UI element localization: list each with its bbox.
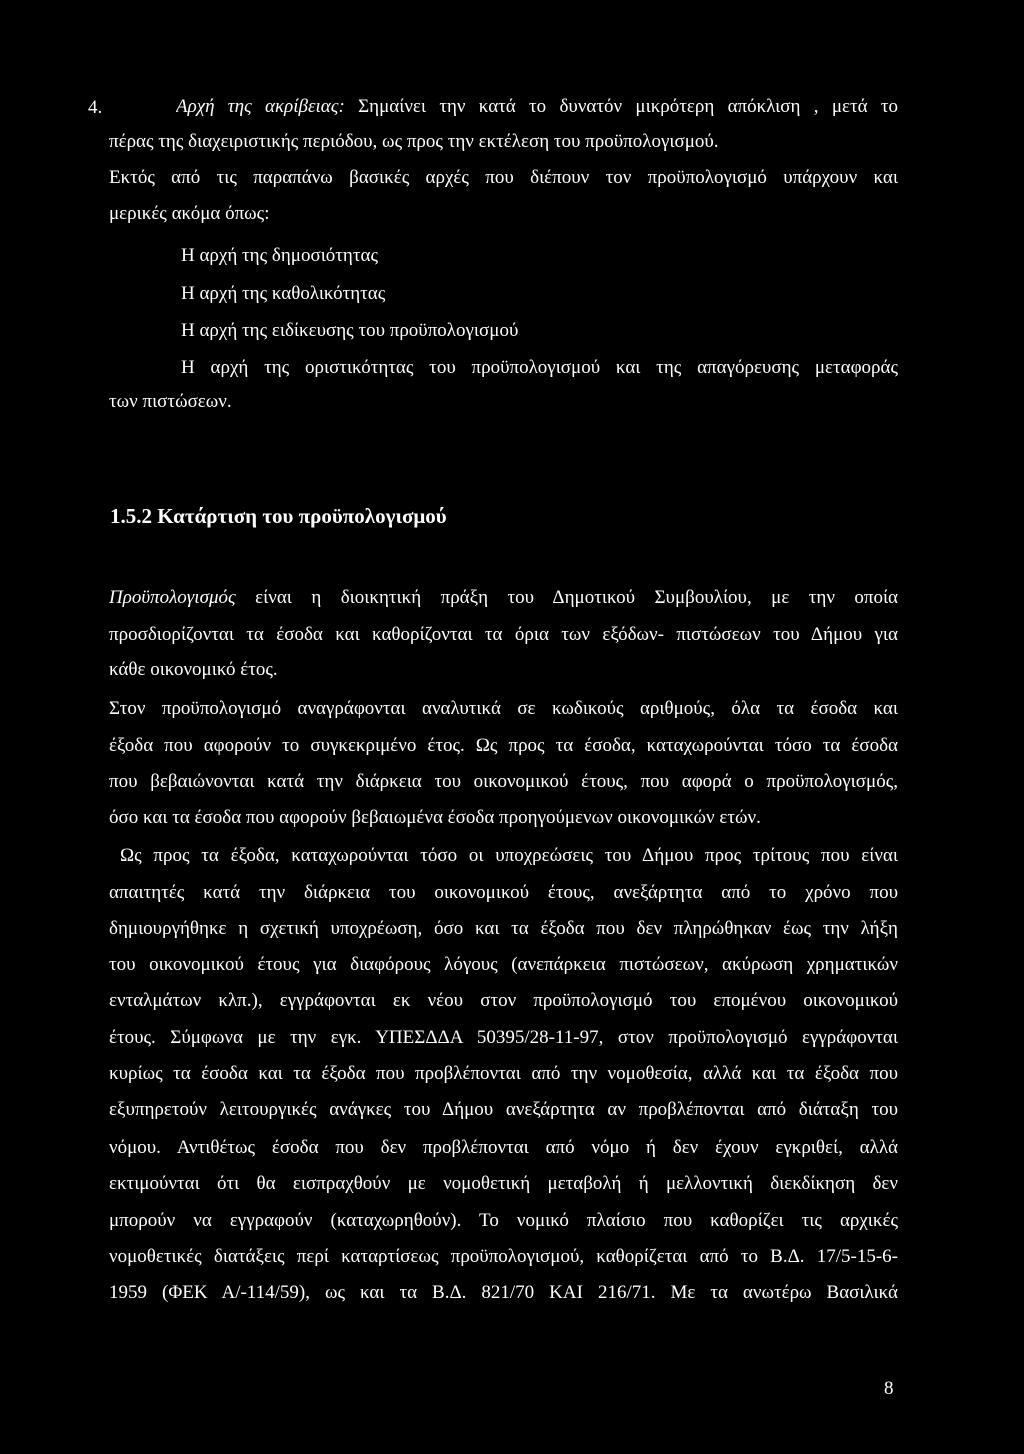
para2-line1: Στον προϋπολογισμό αναγράφονται αναλυτικά σε κωδικούς αριθμούς, όλα τα έσοδα και bbox=[109, 699, 898, 719]
para1-line2: προσδιορίζονται τα έσοδα και καθορίζονται τα όρια των εξόδων- πιστώσεων του Δήμου για bbox=[109, 625, 898, 645]
para1-text1: είναι η διοικητική πράξη του Δημοτικού Συμβουλίου, με την οποία bbox=[255, 588, 898, 608]
principle-item: Η αρχή της οριστικότητας του προϋπολογισμού και της απαγόρευσης μεταφοράς bbox=[181, 358, 898, 378]
para2-line2: έξοδα που αφορούν το συγκεκριμένο έτος. Ως προς τα έσοδα, καταχωρούνται τόσο τα έσοδα bbox=[109, 736, 898, 756]
principle-item: Η αρχή της καθολικότητας bbox=[181, 283, 386, 304]
item4-text1: Σημαίνει την κατά το δυνατόν μικρότερη απόκλιση , μετά το bbox=[358, 97, 898, 117]
para3-line12: νομοθετικές διατάξεις περί καταρτίσεως προϋπολογισμού, καθορίζεται από το Β.Δ. 17/5-15-6- bbox=[109, 1247, 898, 1267]
principle-item: Η αρχή της δημοσιότητας bbox=[181, 245, 378, 266]
item4-line2: πέρας της διαχειριστικής περιόδου, ως προς την εκτέλεση του προϋπολογισμού. bbox=[109, 131, 719, 152]
para3-line1: Ως προς τα έξοδα, καταχωρούνται τόσο οι υποχρεώσεις του Δήμου προς τρίτους που είναι bbox=[120, 846, 898, 866]
para3-line5: ενταλμάτων κλπ.), εγγράφονται εκ νέου στον προϋπολογισμό του επομένου οικονομικού bbox=[109, 991, 898, 1011]
para3-line13: 1959 (ΦΕΚ Α/-114/59), ως και τα Β.Δ. 821/70 ΚΑΙ 216/71. Με τα ανωτέρω Βασιλικά bbox=[109, 1283, 898, 1303]
para3-line4: του οικονομικού έτους για διαφόρους λόγους (ανεπάρκεια πιστώσεων, ακύρωση χρηματικών bbox=[109, 955, 898, 975]
para2-line4: όσο και τα έσοδα που αφορούν βεβαιωμένα έσοδα προηγούμενων οικονομικών ετών. bbox=[109, 807, 761, 828]
principle-item: Η αρχή της ειδίκευσης του προϋπολογισμού bbox=[181, 320, 519, 341]
page-number: 8 bbox=[884, 1378, 894, 1399]
para2-line3: που βεβαιώνονται κατά την διάρκεια του οικονομικού έτους, που αφορά ο προϋπολογισμός, bbox=[109, 772, 898, 792]
section-heading: 1.5.2 Κατάρτιση του προϋπολογισμού bbox=[110, 504, 447, 528]
principles-intro-line1: Εκτός από τις παραπάνω βασικές αρχές που διέπουν τον προϋπολογισμό υπάρχουν και bbox=[109, 168, 898, 188]
item4-label: Αρχή της ακρίβειας: bbox=[176, 97, 345, 117]
item4-line1 bbox=[176, 97, 898, 119]
para1-term: Προϋπολογισμός bbox=[109, 588, 236, 608]
para3-line8: εξυπηρετούν λειτουργικές ανάγκες του Δήμου ανεξάρτητα αν προβλέπονται από διάταξη του bbox=[109, 1100, 898, 1120]
para3-line10: εκτιμούνται ότι θα εισπραχθούν με νομοθετική μεταβολή ή μελλοντική διεκδίκηση δεν bbox=[109, 1174, 898, 1194]
para3-line7: κυρίως τα έσοδα και τα έξοδα που προβλέπονται από την νομοθεσία, αλλά και τα έξοδα που bbox=[109, 1064, 898, 1084]
item-number: 4. bbox=[88, 97, 103, 118]
para3-line11: μπορούν να εγγραφούν (καταχωρηθούν). Το νομικό πλαίσιο που καθορίζει τις αρχικές bbox=[109, 1211, 898, 1231]
para1-line3: κάθε οικονομικό έτος. bbox=[109, 659, 278, 680]
para3-line2: απαιτητές κατά την διάρκεια του οικονομικού έτους, ανεξάρτητα από το χρόνο που bbox=[109, 883, 898, 903]
para3-line3: δημιουργήθηκε η σχετική υποχρέωση, όσο και τα έξοδα που δεν πληρώθηκαν έως την λήξη bbox=[109, 919, 898, 939]
para3-line6: έτους. Σύμφωνα με την εγκ. ΥΠΕΣΔΔΑ 50395/28-11-97, στον προϋπολογισμό εγγράφονται bbox=[109, 1028, 898, 1048]
para1-line1 bbox=[109, 588, 898, 610]
principles-tail: των πιστώσεων. bbox=[109, 391, 232, 412]
para3-line9: νόμου. Αντιθέτως έσοδα που δεν προβλέπονται από νόμο ή δεν έχουν εγκριθεί, αλλά bbox=[109, 1138, 898, 1158]
principles-intro-line2: μερικές ακόμα όπως: bbox=[109, 203, 270, 224]
